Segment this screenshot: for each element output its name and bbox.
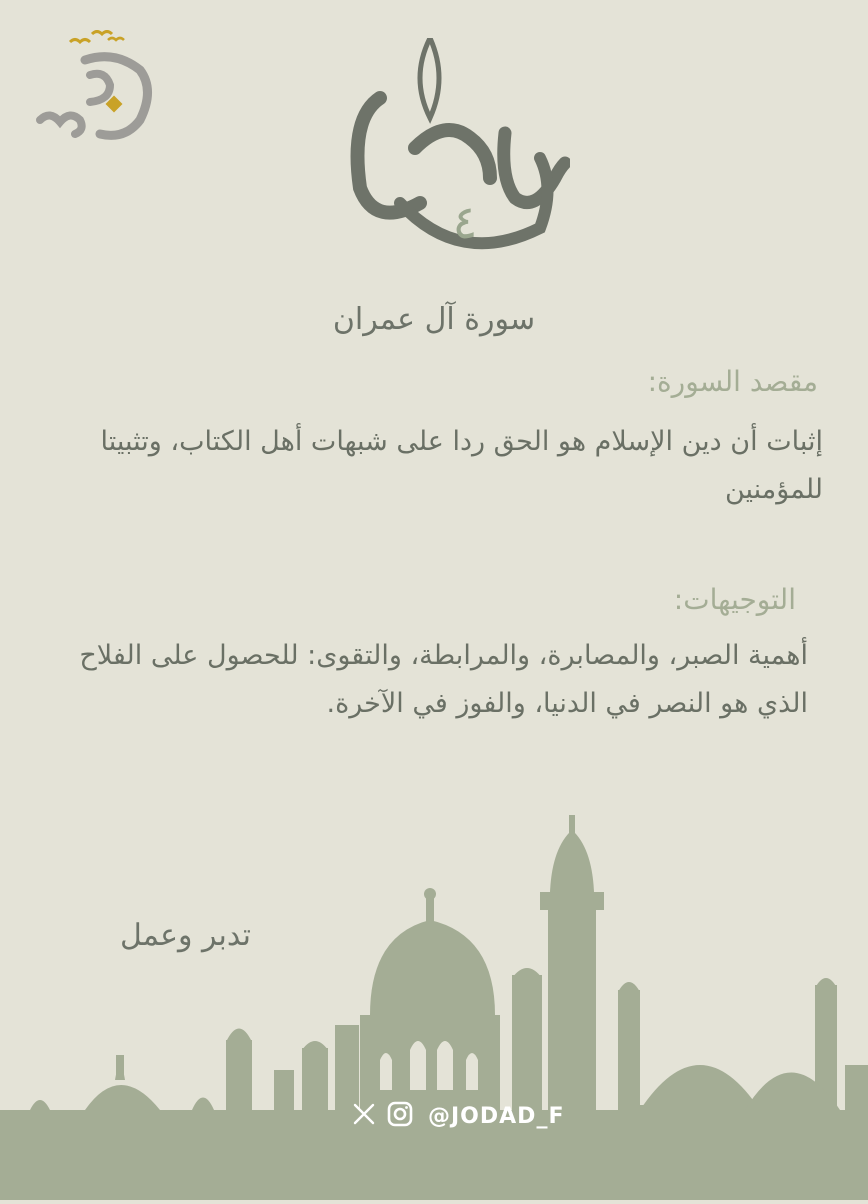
purpose-text: إثبات أن دين الإسلام هو الحق ردا على شبهات أهل الكتاب، وتثبيتا للمؤمنين	[100, 426, 823, 505]
ramadan-calligraphy	[340, 38, 570, 263]
instagram-icon[interactable]	[386, 1100, 414, 1132]
guidance-heading: التوجيهات:	[673, 583, 796, 616]
surah-title: سورة آل عمران	[332, 302, 536, 337]
slogan: تدبر وعمل	[120, 918, 251, 953]
guidance-text: أهمية الصبر، والمصابرة، والمرابطة، والتقوى: للحصول على الفلاح الذي هو النصر في الدنيا، والفوز في الآخرة.	[79, 640, 808, 719]
mosque-skyline	[0, 810, 868, 1200]
ramadan-calligraphy-icon	[340, 38, 570, 263]
social-handle[interactable]: @JODAD_F	[428, 1103, 565, 1129]
social-bar	[352, 1098, 564, 1134]
mosque-skyline-icon	[0, 810, 868, 1200]
ramadan-number: ٤	[452, 195, 478, 249]
x-icon[interactable]	[352, 1102, 376, 1130]
purpose-heading: مقصد السورة:	[647, 365, 818, 398]
jodad-logo	[30, 30, 155, 150]
jodad-logo-icon	[30, 30, 155, 150]
